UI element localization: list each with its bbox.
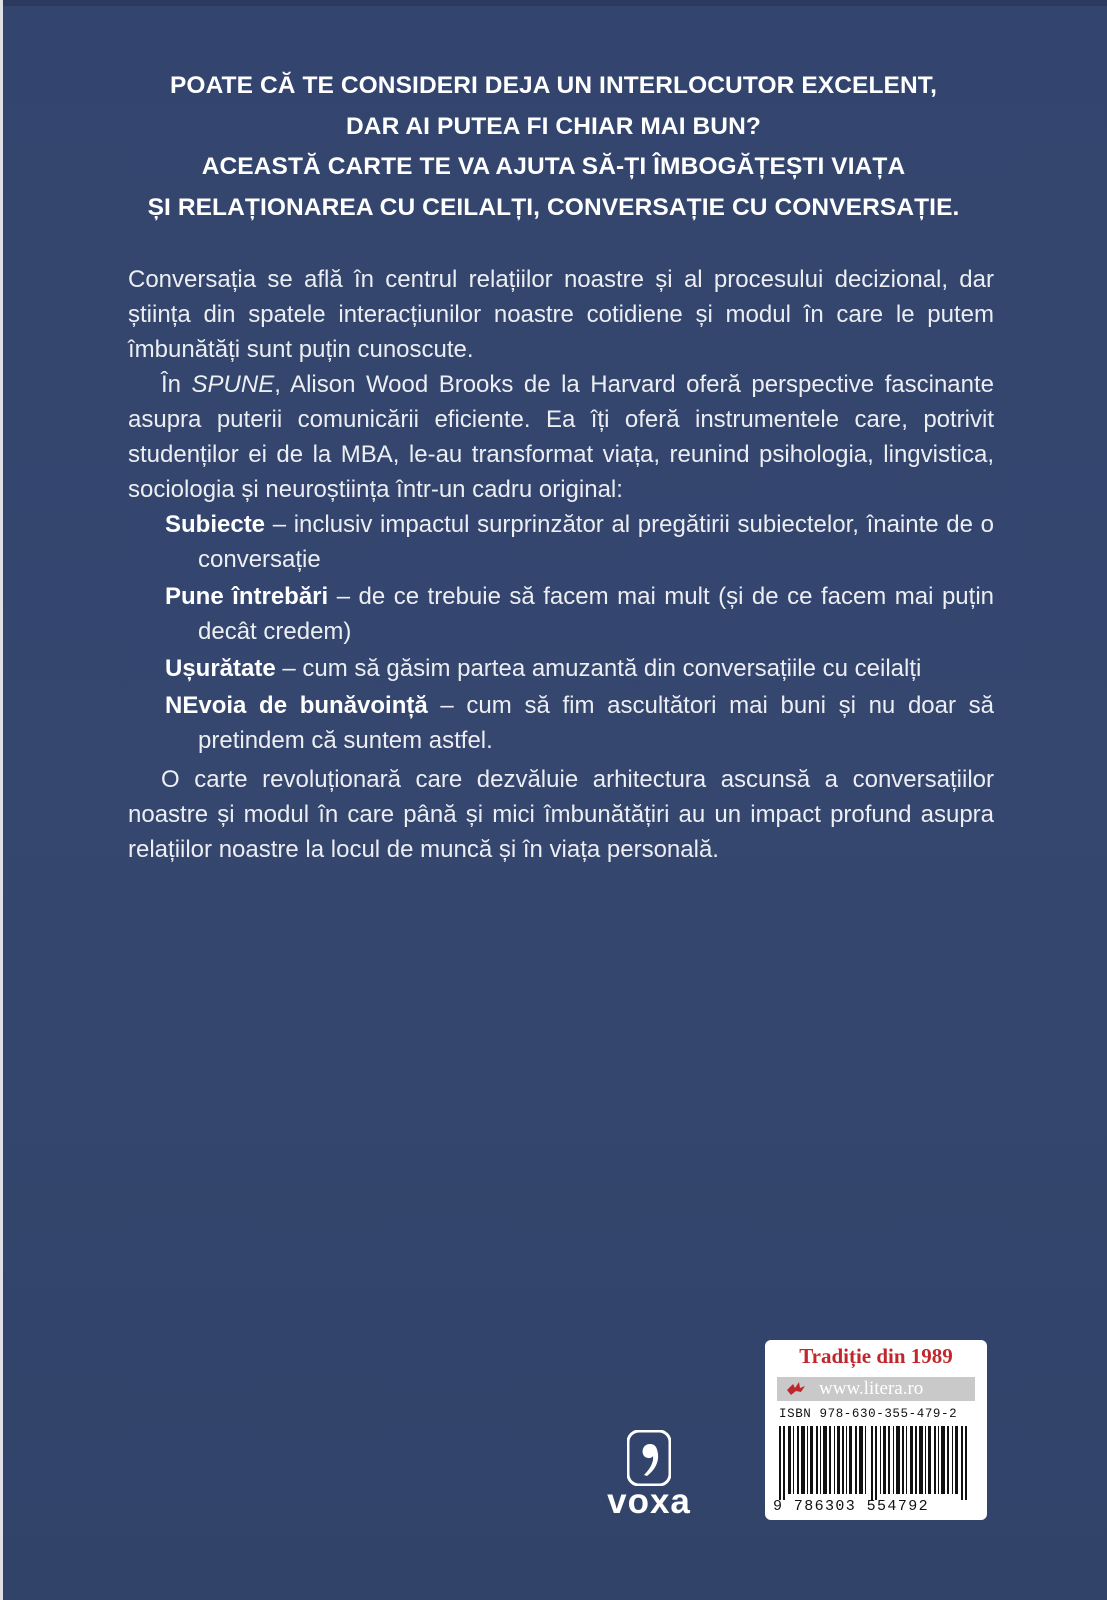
- isbn-sticker: [765, 1340, 987, 1520]
- list-item: [128, 579, 994, 649]
- list-item: [128, 651, 994, 686]
- headline-line: ȘI RELAȚIONAREA CU CEILALȚI, CONVERSAȚIE CU CONVERSAȚIE.: [147, 193, 960, 221]
- cover-left-edge: [0, 0, 3, 1600]
- isbn-number: ISBN 978-630-355-479-2: [779, 1407, 958, 1421]
- feature-text: – cum să găsim partea amuzantă din conversațiile cu ceilalți: [275, 655, 922, 682]
- publisher-logo: [584, 1430, 714, 1525]
- barcode-icon: [779, 1426, 973, 1500]
- book-title: SPUNE: [191, 371, 275, 398]
- blurb: [128, 262, 994, 867]
- description-text: , Alison Wood Brooks de la Harvard oferă perspective fascinante asupra puterii comunicării eficiente. Ea îți oferă instrumentele care, potrivit studenților ei de la MBA, le-au transformat viața, reunind psihologia, lingvistica, sociologia și neuroștiința într-un cadru original:: [128, 371, 994, 503]
- list-item: [128, 507, 994, 577]
- intro-paragraph: Conversația se află în centrul relațiilor noastre și al procesului decizional, dar știința din spatele interacțiunilor noastre cotidiene și modul în care le putem îmbunătăți sunt puțin cunoscute.: [128, 266, 994, 363]
- website-bar: [777, 1377, 975, 1401]
- cover-top-edge: [0, 0, 1107, 6]
- publisher-name: voxa: [607, 1482, 691, 1521]
- barcode-digits: 9 786303 554792: [773, 1498, 930, 1515]
- headline-line: ACEASTĂ CARTE TE VA AJUTA SĂ-ȚI ÎMBOGĂȚEȘTI VIAȚA: [201, 153, 906, 180]
- feature-text: – inclusiv impactul surprinzător al pregătirii subiectelor, înainte de o conversație: [198, 511, 994, 573]
- headline-line: DAR AI PUTEA FI CHIAR MAI BUN?: [346, 112, 761, 140]
- feature-text: – cum să fim ascultători mai buni și nu doar să pretindem că suntem astfel.: [198, 692, 995, 754]
- tradition-label: Tradiție din 1989: [799, 1344, 953, 1368]
- closing-paragraph: O carte revoluționară care dezvăluie arhitectura ascunsă a conversațiilor noastre și modul în care până și mici îmbunătățiri au un impact profund asupra relațiilor noastre la locul de muncă și în viața personală.: [128, 766, 994, 863]
- website-url: www.litera.ro: [819, 1378, 924, 1399]
- feature-term: Subiecte: [165, 511, 266, 538]
- feature-term: NEvoia de bunăvoință: [165, 692, 428, 719]
- list-item: [128, 688, 994, 758]
- litera-leaf-icon: [785, 1380, 807, 1398]
- description-prefix: În: [161, 371, 192, 398]
- feature-list: [128, 507, 994, 758]
- feature-term: Ușurătate: [165, 655, 276, 682]
- headline: [60, 66, 1047, 228]
- voxa-mark-icon: [627, 1430, 671, 1486]
- headline-line: POATE CĂ TE CONSIDERI DEJA UN INTERLOCUTOR EXCELENT,: [169, 72, 938, 99]
- feature-text: – de ce trebuie să facem mai mult (și de ce facem mai puțin decât credem): [198, 583, 995, 645]
- description-paragraph: [128, 367, 994, 507]
- feature-term: Pune întrebări: [165, 583, 329, 610]
